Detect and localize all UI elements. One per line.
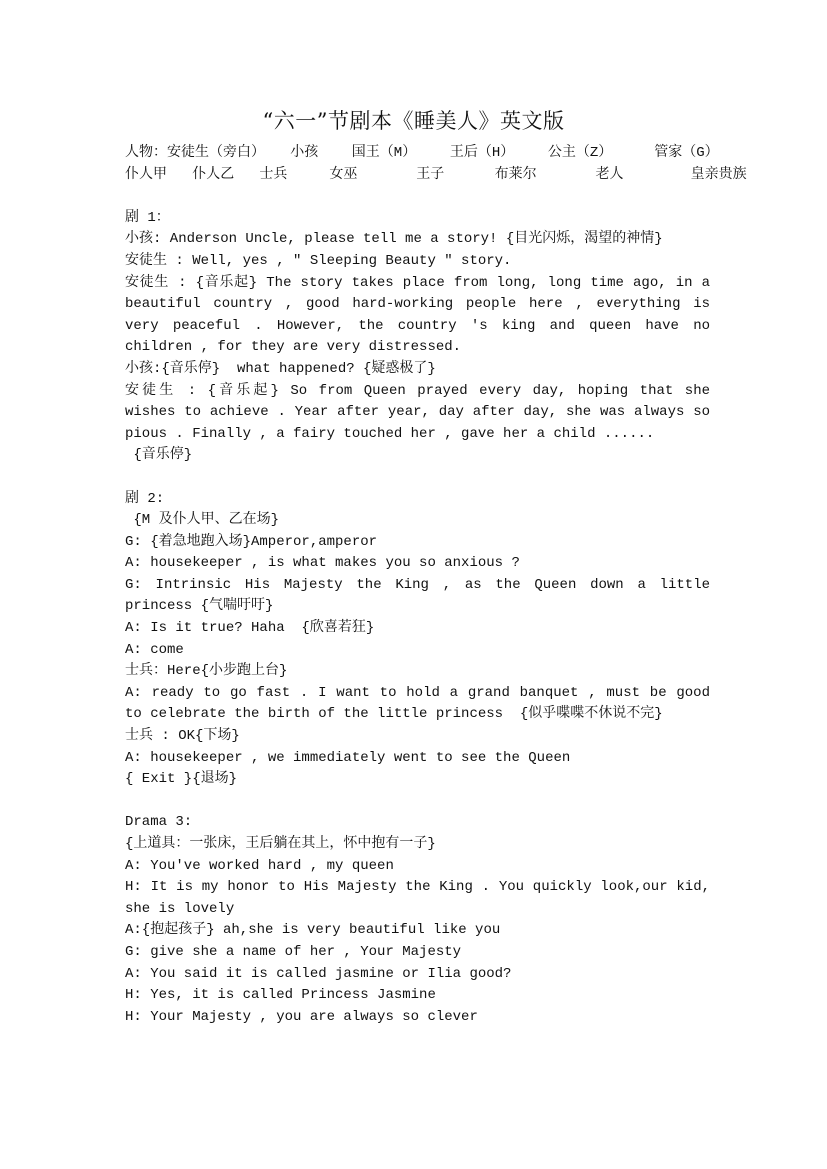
cast-line-2: 仆人甲 仆人乙 士兵 女巫 王子 布莱尔 老人 皇亲贵族 xyxy=(125,166,747,183)
scene-1-line: 安徒生 : {音乐起} The story takes place from long, long time ago, in a beautiful country , good hard-working people here , everything is very peaceful . However, the country 's king and queen have no children , for they are very distressed. xyxy=(125,274,719,356)
scene-2-line: 士兵 : OK{下场} xyxy=(125,728,240,745)
scene-3-line: A: You said it is called jasmine or Ilia good? xyxy=(125,965,512,982)
scene-1-heading: 剧 1： xyxy=(125,209,170,226)
scene-1-line: 小孩: Anderson Uncle, please tell me a story! {目光闪烁，渴望的神情} xyxy=(125,231,663,248)
scene-3-heading: Drama 3: xyxy=(125,814,193,831)
scene-3-line: A: You've worked hard , my queen xyxy=(125,857,394,874)
scene-2-line: G: Intrinsic His Majesty the King , as the Queen down a little princess {气喘吁吁} xyxy=(125,576,719,615)
scene-1-line: {音乐停} xyxy=(125,447,193,464)
scene-1-line: 小孩:{音乐停} what happened? {疑惑极了} xyxy=(125,360,436,377)
scene-3-line: {上道具：一张床，王后躺在其上，怀中抱有一子} xyxy=(125,836,436,852)
scene-2-line: A: housekeeper , is what makes you so anxious ? xyxy=(125,555,520,572)
scene-2-line: A: Is it true? Haha {欣喜若狂} xyxy=(125,620,375,637)
spacer xyxy=(125,186,710,208)
document-title: “六一”节剧本《睡美人》英文版 xyxy=(262,109,565,133)
scene-3-line: H: Yes, it is called Princess Jasmine xyxy=(125,987,436,1004)
scene-1-line: 安徒生 : {音乐起} So from Queen prayed every day, hoping that she wishes to achieve . Year after year, day after day, she was always so pious . Finally , a fairy touched her , gave her a child ...... xyxy=(125,382,719,442)
scene-2-line: A: ready to go fast . I want to hold a grand banquet , must be good to celebrate the birth of the little princess {似乎喋喋不休说不完} xyxy=(125,684,719,723)
scene-2-line: 士兵：Here{小步跑上台} xyxy=(125,663,288,680)
scene-2-line: {M 及仆人甲、乙在场} xyxy=(125,512,280,529)
scene-2-line: G: {着急地跑入场}Amperor,amperor xyxy=(125,533,378,550)
spacer xyxy=(125,467,710,489)
scene-2-line: { Exit }{退场} xyxy=(125,771,238,788)
scene-2-line: A: come xyxy=(125,641,184,658)
scene-1-line: 安徒生 : Well, yes , " Sleeping Beauty " story. xyxy=(125,252,512,269)
scene-3-line: H: It is my honor to His Majesty the King . You quickly look,our kid, she is lovely xyxy=(125,879,719,917)
scene-3-line: A:{抱起孩子} ah,she is very beautiful like you xyxy=(125,922,501,939)
document-body xyxy=(125,143,747,1028)
cast-line-1: 人物：安徒生（旁白） 小孩 国王（M） 王后（H） 公主（Z） 管家（G） xyxy=(125,145,719,161)
scene-2-heading: 剧 2: xyxy=(125,490,165,507)
scene-2-line: A: housekeeper , we immediately went to see the Queen xyxy=(125,749,571,766)
scene-3-line: G: give she a name of her , Your Majesty xyxy=(125,943,462,960)
spacer xyxy=(125,791,710,813)
scene-3-line: H: Your Majesty , you are always so clever xyxy=(125,1008,478,1025)
